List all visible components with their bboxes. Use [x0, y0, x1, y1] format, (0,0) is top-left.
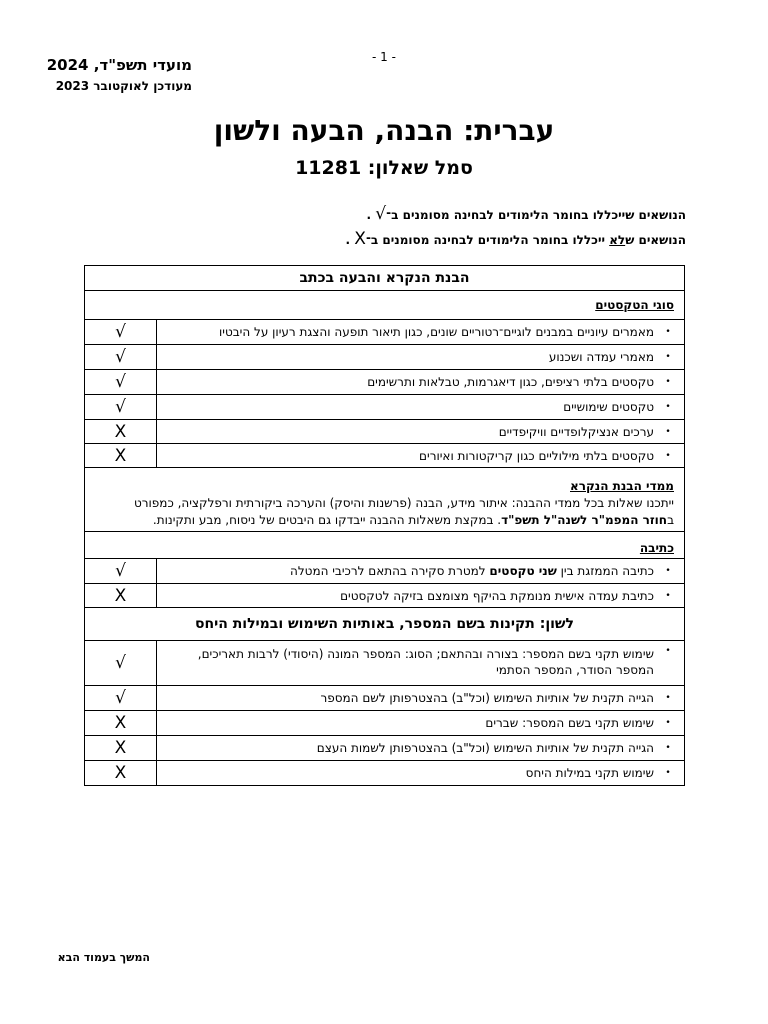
row-label: כתיבת עמדה אישית מנומקת בהיקף מצומצם בזיקה לטקסטים	[340, 588, 654, 603]
bullet-icon: •	[665, 768, 671, 778]
table-row	[85, 319, 684, 344]
table-row	[85, 394, 684, 419]
check-mark-icon: √	[375, 204, 387, 224]
bullet-icon: •	[665, 377, 671, 387]
row-text	[157, 686, 684, 710]
table-row	[85, 710, 684, 735]
bullet-icon: •	[665, 718, 671, 728]
circular-reference: חוזר המפמ"ר לשנה"ל תשפ"ד	[501, 513, 668, 527]
exam-session: מועדי תשפ"ד, 2024	[46, 56, 192, 74]
row-text	[157, 711, 684, 735]
row-mark: √	[85, 686, 157, 710]
writing-heading: כתיבה	[85, 531, 684, 558]
section-title-comprehension: הבנת הנקרא והבעה בכתב	[299, 270, 470, 286]
row-mark: X	[85, 736, 157, 760]
bullet-icon: •	[665, 450, 671, 461]
comprehension-pre: ב	[667, 513, 674, 527]
row-text	[157, 370, 684, 394]
row-label: מאמרים עיוניים במבנים לוגיים־רטוריים שונים, כגון תיאור תופעה והצגת רעיון על היבטיו	[219, 325, 654, 339]
table-row	[85, 558, 684, 583]
page-number: - 1 -	[372, 50, 396, 64]
legend-excluded-text: ייכללו בחומר הלימודים לבחינה מסומנים ב־	[365, 233, 610, 247]
row-text	[157, 320, 684, 344]
bullet-icon: •	[665, 402, 671, 412]
row-label: שימוש תקני במילות היחס	[525, 766, 654, 780]
section-title-language: לשון: תקינות בשם המספר, באותיות השימוש ובמילות היחס	[85, 607, 684, 640]
row-label: הגייה תקנית של אותיות השימוש (וכל"ב) בהצטרפותן לשמות העצם	[316, 741, 654, 755]
row-text	[157, 641, 684, 685]
bullet-icon: •	[665, 566, 671, 576]
comprehension-line1: ייתכנו שאלות בכל ממדי ההבנה: איתור מידע, הבנה (פרשנות והיסק) והערכה ביקורתית ורפלקציה, כמפורט	[133, 496, 674, 510]
row-label: הגייה תקנית של אותיות השימוש (וכל"ב) בהצטרפותן לשם המספר	[320, 691, 654, 705]
row-mark: X	[85, 420, 157, 443]
row-mark: √	[85, 320, 157, 344]
legend-period: .	[366, 208, 372, 222]
comprehension-heading: ממדי הבנת הנקרא	[570, 479, 674, 493]
bullet-icon: •	[665, 646, 671, 656]
table-row	[85, 760, 684, 785]
row-mark: √	[85, 345, 157, 369]
comprehension-dimensions	[85, 467, 684, 531]
row-text	[157, 444, 684, 467]
row-label: מאמרי עמדה ושכנוע	[548, 350, 654, 364]
table-row	[85, 640, 684, 685]
row-text	[157, 584, 684, 607]
bullet-icon: •	[665, 590, 671, 601]
x-mark-icon: X	[354, 229, 366, 249]
row-label: שימוש תקני בשם המספר: שברים	[485, 716, 654, 730]
row-text	[157, 736, 684, 760]
table-row	[85, 419, 684, 443]
legend-included-text: הנושאים שייכללו בחומר הלימודים לבחינה מסומנים ב־	[386, 208, 686, 222]
page-title: עברית: הבנה, הבעה ולשון	[213, 114, 555, 147]
table-row	[85, 344, 684, 369]
bullet-icon: •	[665, 426, 671, 437]
row-label: טקסטים בלתי מילוליים כגון קריקטורות ואיורים	[419, 448, 654, 463]
row-label: טקסטים בלתי רציפים, כגון דיאגרמות, טבלאות ותרשימים	[367, 375, 654, 389]
row-text	[157, 395, 684, 419]
row-mark: X	[85, 444, 157, 467]
row-label: טקסטים שימושיים	[563, 400, 654, 414]
legend-period: .	[345, 233, 351, 247]
row-mark: √	[85, 641, 157, 685]
row-mark: X	[85, 584, 157, 607]
row-mark: √	[85, 370, 157, 394]
continued-note: המשך בעמוד הבא	[57, 951, 150, 964]
row-mark: X	[85, 711, 157, 735]
text-types-heading: סוגי הטקסטים	[85, 290, 684, 319]
legend-excluded	[346, 229, 686, 249]
table-row	[85, 369, 684, 394]
table-row	[85, 735, 684, 760]
legend-excluded-prefix: הנושאים ש	[625, 233, 686, 247]
legend-included	[367, 204, 686, 224]
row-label: שימוש תקני בשם המספר: בצורה ובהתאם; הסוג: המספר המונה (היסודי) לרבות תאריכים, המספר הסודר, המספר הסתמי	[197, 647, 654, 677]
row-text	[157, 559, 684, 583]
table-row	[85, 443, 684, 467]
row-text	[157, 345, 684, 369]
legend-excluded-lo: לא	[609, 233, 626, 247]
row-mark: √	[85, 559, 157, 583]
row-text	[157, 761, 684, 785]
table-row	[85, 685, 684, 710]
row-label: כתיבה הממזגת בין שני טקסטים למטרת סקירה בהתאם לרכיבי המטלה	[290, 564, 654, 578]
bullet-icon: •	[665, 327, 671, 337]
table-row	[85, 583, 684, 607]
row-mark: X	[85, 761, 157, 785]
update-note: מעודכן לאוקטובר 2023	[55, 79, 192, 93]
topics-table	[84, 265, 685, 786]
row-text	[157, 420, 684, 443]
bullet-icon: •	[665, 352, 671, 362]
row-mark: √	[85, 395, 157, 419]
row-label: ערכים אנציקלופדיים וויקיפדיים	[498, 424, 654, 439]
bullet-icon: •	[665, 693, 671, 703]
bullet-icon: •	[665, 743, 671, 753]
exam-code: סמל שאלון: 11281	[295, 157, 473, 179]
comprehension-post: . במקצת משאלות ההבנה ייבדקו גם היבטים של ניסוח, מבע ותקינות.	[152, 513, 502, 527]
